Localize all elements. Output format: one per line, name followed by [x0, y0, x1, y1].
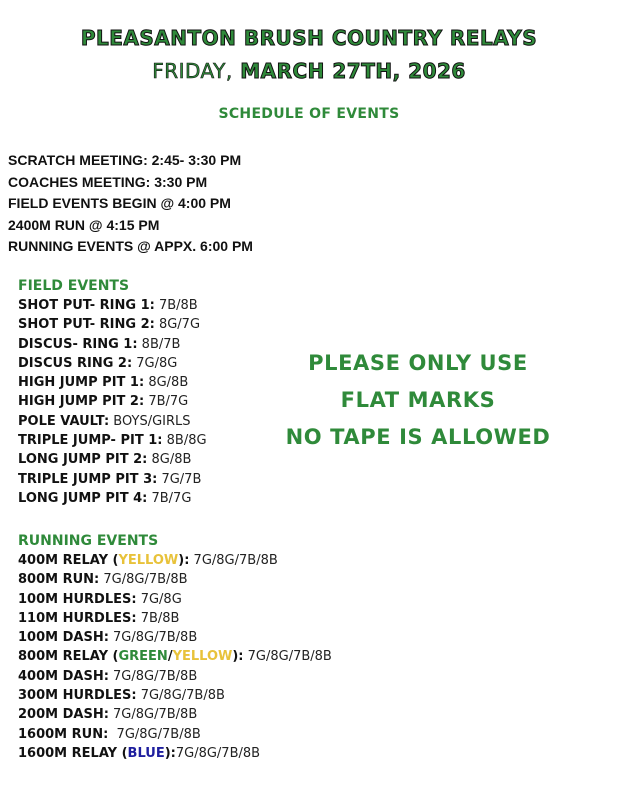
event-name: 100M DASH:: [18, 630, 109, 646]
relay-color-blue: BLUE: [127, 745, 165, 761]
meeting-line: 2400M RUN @ 4:15 PM: [8, 216, 160, 233]
event-groups: 7G/8G/7B/8B: [136, 688, 225, 704]
flat-marks-notice: [248, 345, 588, 456]
field-event-row: [18, 450, 207, 469]
event-groups: 7G/8G: [136, 591, 182, 607]
event-groups: 7G/8G/7B/8B: [108, 668, 198, 684]
relay-color-yellow: YELLOW: [118, 553, 179, 568]
event-name: 1600M RUN:: [18, 726, 109, 742]
meeting-line: SCRATCH MEETING: 2:45- 3:30 PM: [8, 152, 242, 168]
field-event-row: [18, 315, 207, 334]
field-event-row: [18, 392, 207, 411]
event-groups: 7B/7G: [144, 394, 189, 410]
field-event-row: [18, 373, 207, 392]
running-event-row: [18, 667, 332, 686]
field-event-row: [18, 470, 207, 489]
event-name: HIGH JUMP PIT 1:: [18, 375, 145, 391]
page-title: PLEASANTON BRUSH COUNTRY RELAYS: [80, 26, 538, 50]
running-event-row: [18, 725, 332, 744]
field-event-row: [18, 296, 207, 315]
event-groups: 8G/8B: [144, 375, 189, 391]
event-groups: 7G/8G/7B/8B: [99, 572, 188, 588]
event-groups: 8B/7B: [137, 336, 181, 352]
running-event-row: [18, 570, 332, 589]
running-events-section: [18, 532, 332, 763]
field-event-row: [18, 354, 207, 373]
event-name: HIGH JUMP PIT 2:: [18, 394, 145, 410]
notice-line: FLAT MARKS: [340, 388, 496, 412]
meeting-line: COACHES MEETING: 3:30 PM: [8, 173, 208, 190]
relay-color-separator: /: [167, 649, 173, 665]
running-event-row: [18, 609, 332, 628]
event-groups: 7G/8G/7B/8B: [108, 630, 198, 646]
event-name: 400M DASH:: [18, 668, 109, 684]
event-name: SHOT PUT- RING 1:: [18, 298, 155, 313]
event-groups: BOYS/GIRLS: [109, 413, 191, 429]
event-name: DISCUS- RING 1:: [18, 336, 138, 352]
event-name: TRIPLE JUMP PIT 3:: [18, 471, 158, 487]
running-event-row: [18, 686, 332, 705]
event-groups: 7G/7B: [157, 471, 202, 487]
event-date-text: MARCH 27TH, 2026: [232, 59, 466, 83]
running-event-row: [18, 551, 332, 570]
event-name-end: ):: [232, 649, 244, 665]
event-name-end: ):: [178, 553, 190, 568]
event-name: 100M HURDLES:: [18, 591, 137, 607]
event-name: 1600M RELAY (: [18, 745, 128, 761]
meeting-line: RUNNING EVENTS @ APPX. 6:00 PM: [8, 238, 253, 254]
event-groups: 7G/8G/7B/8B: [189, 553, 278, 568]
event-name: 800M RUN:: [18, 572, 100, 588]
field-events-title: FIELD EVENTS: [18, 278, 130, 294]
event-name: LONG JUMP PIT 2:: [18, 452, 148, 468]
event-groups: 7G/8G/7B/8B: [108, 726, 201, 742]
event-groups: 8G/7G: [154, 317, 201, 333]
event-name: SHOT PUT- RING 2:: [18, 317, 155, 333]
schedule-title: SCHEDULE OF EVENTS: [218, 106, 400, 122]
event-groups: 7G/8G/7B/8B: [243, 649, 332, 665]
event-name: TRIPLE JUMP- PIT 1:: [18, 433, 163, 449]
field-event-row: [18, 431, 207, 450]
event-name: 800M RELAY (: [18, 649, 119, 665]
event-name: DISCUS RING 2:: [18, 355, 133, 371]
meeting-times: [8, 150, 253, 258]
running-event-row: [18, 744, 332, 763]
event-name: LONG JUMP PIT 4:: [18, 490, 148, 506]
relay-color-green: GREEN: [118, 649, 168, 665]
event-name: POLE VAULT:: [18, 413, 110, 429]
event-day: FRIDAY,: [152, 59, 233, 83]
event-groups: 7G/8G/7B/8B: [175, 745, 261, 761]
event-groups: 8G/8B: [147, 452, 192, 468]
field-events-section: [18, 277, 207, 508]
notice-line: NO TAPE IS ALLOWED: [285, 425, 551, 449]
running-events-title: RUNNING EVENTS: [18, 533, 159, 549]
running-event-row: [18, 628, 332, 647]
event-groups: 7B/8B: [154, 298, 198, 313]
event-name: 200M DASH:: [18, 707, 109, 723]
event-date: [0, 59, 618, 83]
running-event-row: [18, 705, 332, 724]
field-event-row: [18, 412, 207, 431]
event-groups: 7B/7G: [147, 490, 192, 506]
event-groups: 7B/8B: [136, 610, 180, 626]
event-groups: 8B/8G: [162, 433, 207, 449]
event-name: 300M HURDLES:: [18, 688, 137, 704]
event-groups: 7G/8G: [132, 355, 178, 371]
meeting-line: FIELD EVENTS BEGIN @ 4:00 PM: [8, 195, 231, 211]
event-name: 110M HURDLES:: [18, 610, 137, 626]
field-event-row: [18, 335, 207, 354]
running-event-row: [18, 647, 332, 666]
event-groups: 7G/8G/7B/8B: [108, 707, 198, 723]
field-event-row: [18, 489, 207, 508]
event-name-end: ):: [164, 745, 176, 761]
notice-line: PLEASE ONLY USE: [308, 351, 528, 375]
running-event-row: [18, 590, 332, 609]
relay-color-yellow: YELLOW: [172, 649, 233, 665]
event-name: 400M RELAY (: [18, 553, 119, 568]
